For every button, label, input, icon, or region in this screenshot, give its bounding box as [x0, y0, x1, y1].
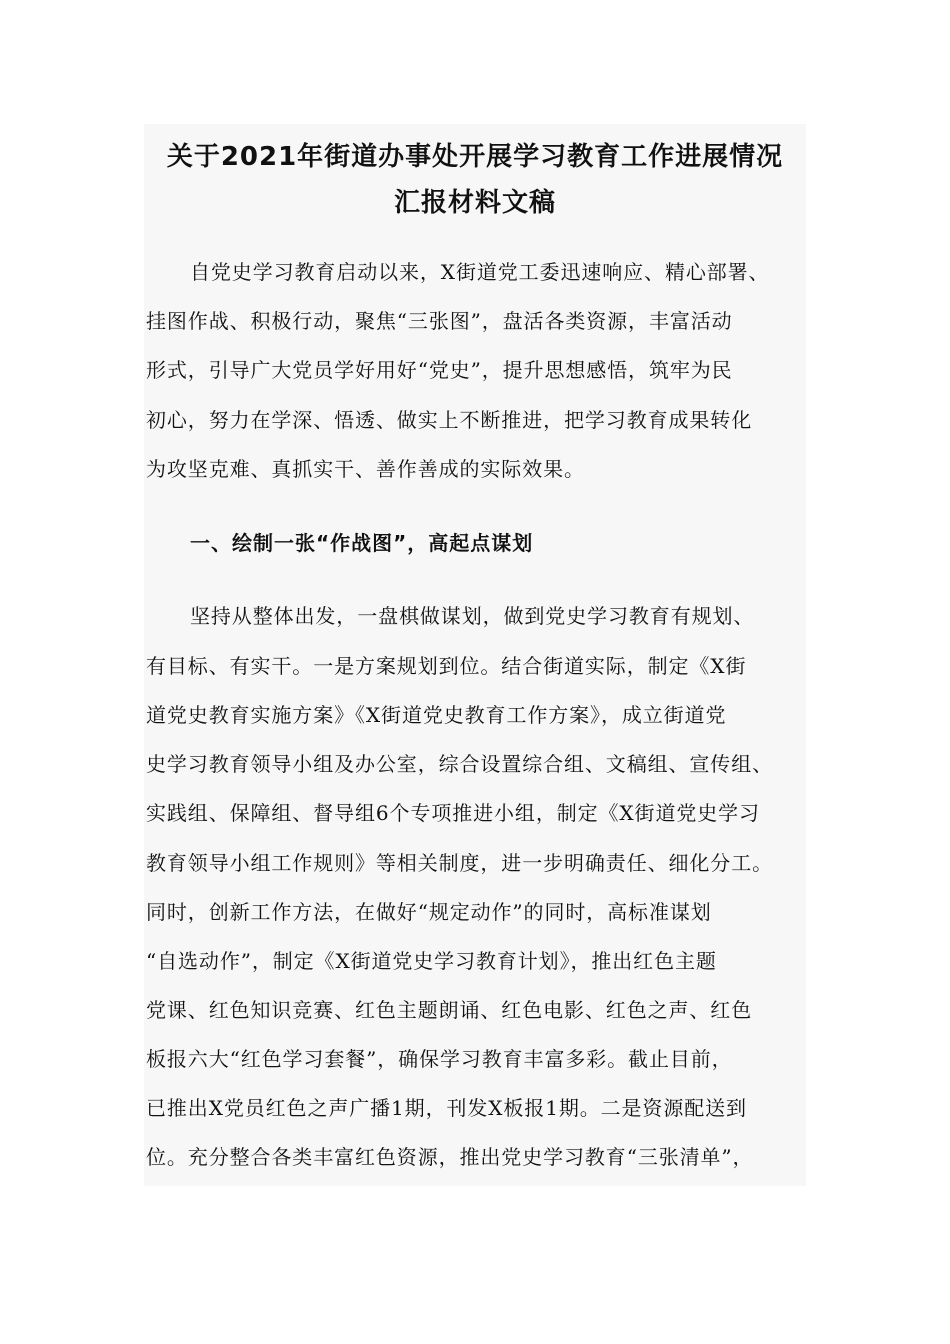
paragraph-2-line: 教育领导小组工作规则》等相关制度，进一步明确责任、细化分工。 [146, 851, 773, 875]
paragraph-1-line: 自党史学习教育启动以来，X街道党工委迅速响应、精心部署、 [190, 260, 770, 284]
paragraph-2-line: 有目标、有实干。一是方案规划到位。结合街道实际，制定《X街 [146, 654, 747, 678]
paragraph-2-line: “自选动作”，制定《X街道党史学习教育计划》，推出红色主题 [146, 949, 717, 973]
section-1-heading: 一、绘制一张“作战图”，高起点谋划 [190, 531, 534, 555]
paragraph-2-line: 实践组、保障组、督导组6个专项推进小组，制定《X街道党史学习 [146, 801, 760, 825]
paragraph-2-line: 坚持从整体出发，一盘棋做谋划，做到党史学习教育有规划、 [190, 604, 755, 628]
paragraph-2-line: 板报六大“红色学习套餐”，确保学习教育丰富多彩。截止目前， [146, 1047, 733, 1071]
paragraph-2-line: 位。充分整合各类丰富红色资源，推出党史学习教育“三张清单”， [146, 1145, 754, 1169]
paragraph-2-line: 已推出X党员红色之声广播1期，刊发X板报1期。二是资源配送到 [146, 1096, 747, 1120]
paragraph-2-line: 同时，创新工作方法，在做好“规定动作”的同时，高标准谋划 [146, 900, 712, 924]
paragraph-2-line: 道党史教育实施方案》《X街道党史教育工作方案》，成立街道党 [146, 703, 727, 727]
document-title-line-1: 关于2021年街道办事处开展学习教育工作进展情况 [166, 142, 784, 172]
paragraph-1-line: 挂图作战、积极行动，聚焦“三张图”，盘活各类资源，丰富活动 [146, 309, 733, 333]
paragraph-2-line: 史学习教育领导小组及办公室，综合设置综合组、文稿组、宣传组、 [146, 752, 773, 776]
paragraph-2-line: 党课、红色知识竞赛、红色主题朗诵、红色电影、红色之声、红色 [146, 998, 753, 1022]
document-title-line-2: 汇报材料文稿 [393, 188, 556, 218]
paragraph-1-line: 形式，引导广大党员学好用好“党史”，提升思想感悟，筑牢为民 [146, 358, 733, 382]
paragraph-1-line: 初心，努力在学深、悟透、做实上不断推进，把学习教育成果转化 [146, 408, 753, 432]
paragraph-1-line: 为攻坚克难、真抓实干、善作善成的实际效果。 [146, 457, 585, 481]
